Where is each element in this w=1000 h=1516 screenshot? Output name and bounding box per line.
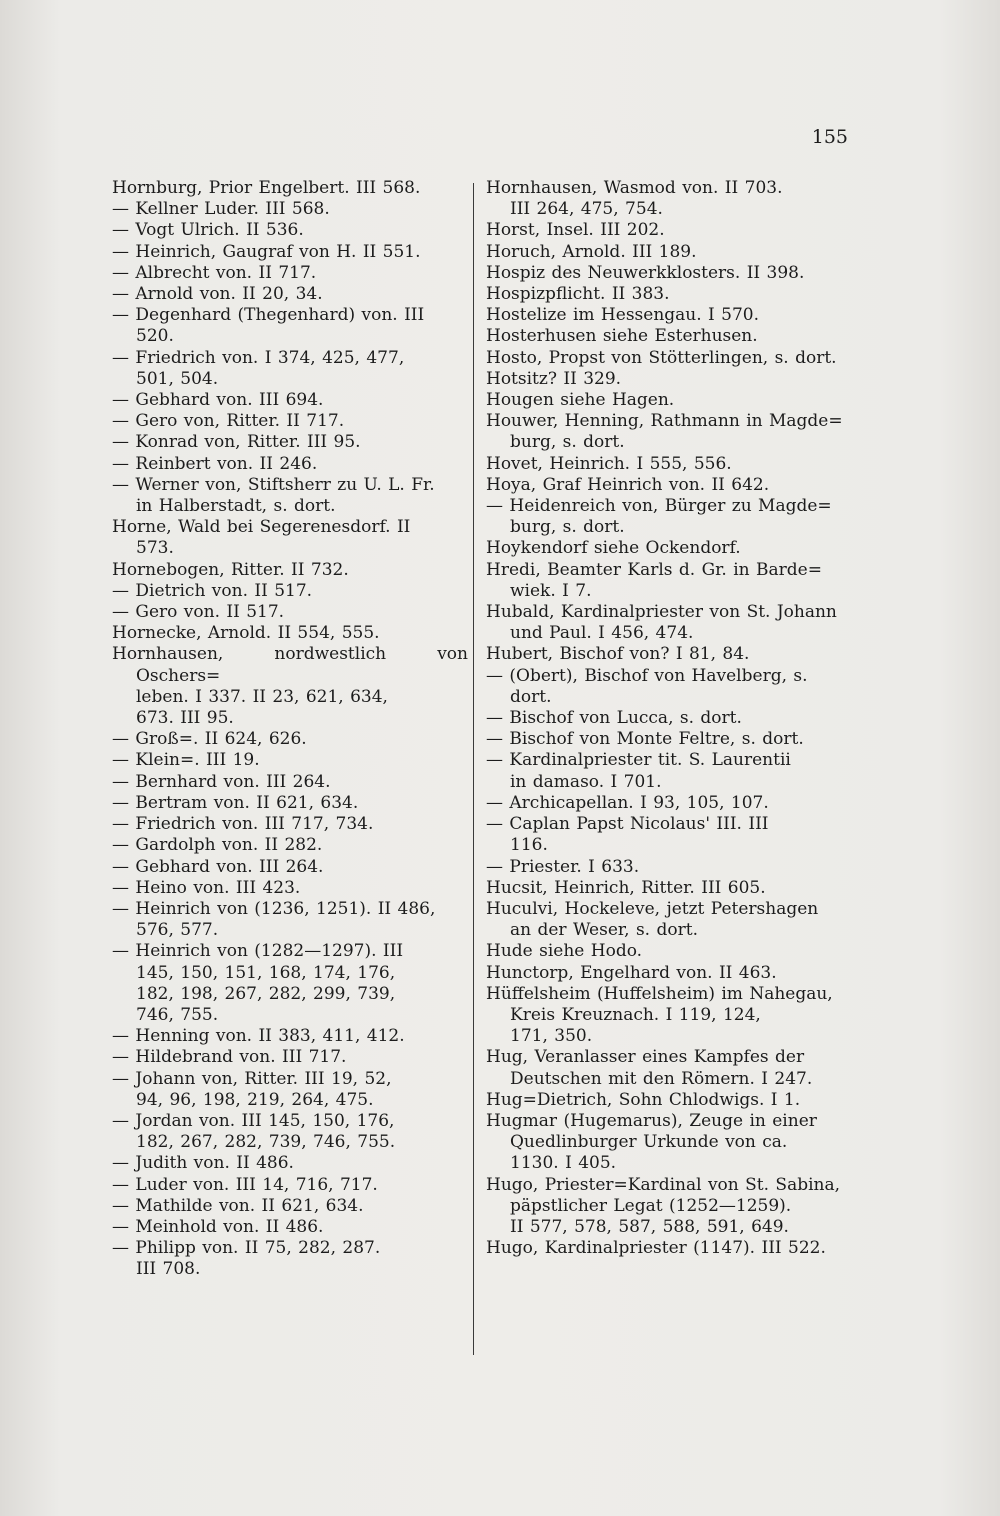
index-entry: — Caplan Papst Nicolaus' III. III 116.: [486, 814, 769, 856]
index-entry: — Albrecht von. II 717.: [112, 262, 317, 283]
index-entry: Hunctorp, Engelhard von. II 463.: [486, 962, 777, 983]
index-entry: — Friedrich von. III 717, 734.: [112, 814, 374, 835]
index-entry: — Philipp von. II 75, 282, 287. III 708.: [112, 1238, 381, 1280]
index-entry: — Kardinalpriester tit. S. Laurentii in damaso. I 701.: [486, 750, 791, 792]
index-entry: — Arnold von. II 20, 34.: [112, 284, 323, 305]
index-entry: Hougen siehe Hagen.: [486, 390, 675, 411]
index-entry: Hospizpflicht. II 383.: [486, 284, 670, 305]
index-entry: Hugmar (Hugemarus), Zeuge in einer Quedlinburger Urkunde von ca. 1130. I 405.: [486, 1110, 817, 1174]
index-entry: — Henning von. II 383, 411, 412.: [112, 1026, 405, 1047]
index-entry: — Johann von, Ritter. III 19, 52, 94, 96, 198, 219, 264, 475.: [112, 1068, 392, 1110]
index-entry: Hosterhusen siehe Esterhusen.: [486, 326, 758, 347]
index-entry: — Meinhold von. II 486.: [112, 1216, 324, 1237]
index-column-right: [486, 178, 846, 1259]
index-entry: — (Obert), Bischof von Havelberg, s. dort.: [486, 665, 808, 707]
index-entry: Hug=Dietrich, Sohn Chlodwigs. I 1.: [486, 1089, 801, 1110]
index-entry: — Dietrich von. II 517.: [112, 580, 313, 601]
index-entry: Hugo, Priester=Kardinal von St. Sabina, päpstlicher Legat (1252—1259). II 577, 578, 587, 588, 591, 649.: [486, 1174, 841, 1237]
index-entry: Hornburg, Prior Engelbert. III 568.: [112, 178, 421, 198]
index-entry: Hubert, Bischof von? I 81, 84.: [486, 644, 750, 665]
index-entry: — Bernhard von. III 264.: [112, 771, 331, 792]
index-entry: Horst, Insel. III 202.: [486, 220, 665, 241]
index-entry: Hornebogen, Ritter. II 732.: [112, 559, 349, 580]
index-entry: — Werner von, Stiftsherr zu U. L. Fr. in Halberstadt, s. dort.: [112, 474, 435, 517]
index-entry: — Groß=. II 624, 626.: [112, 729, 307, 750]
index-entry: Hude siehe Hodo.: [486, 941, 643, 962]
index-entry: Hostelize im Hessengau. I 570.: [486, 305, 760, 326]
index-entry: Hosto, Propst von Stötterlingen, s. dort.: [486, 347, 837, 368]
index-entry: Huculvi, Hockeleve, jetzt Petershagen an der Weser, s. dort.: [486, 898, 819, 941]
index-entry: — Konrad von, Ritter. III 95.: [112, 432, 361, 453]
index-entry: Horne, Wald bei Segerenesdorf. II 573.: [112, 517, 411, 559]
index-entry: Hucsit, Heinrich, Ritter. III 605.: [486, 877, 766, 898]
index-entry: Hubald, Kardinalpriester von St. Johann und Paul. I 456, 474.: [486, 602, 837, 644]
index-entry: — Bertram von. II 621, 634.: [112, 792, 359, 813]
index-entry: — Hildebrand von. III 717.: [112, 1047, 347, 1068]
index-entry: Hüffelsheim (Huffelsheim) im Nahegau, Kreis Kreuznach. I 119, 124, 171, 350.: [486, 983, 833, 1047]
index-entry: Horuch, Arnold. III 189.: [486, 241, 697, 262]
index-entry: Hornecke, Arnold. II 554, 555.: [112, 623, 380, 644]
index-entry: — Reinbert von. II 246.: [112, 453, 318, 474]
index-entry: — Judith von. II 486.: [112, 1153, 294, 1174]
index-entry: — Gero von, Ritter. II 717.: [112, 411, 345, 432]
index-entry: Hug, Veranlasser eines Kampfes der Deutschen mit den Römern. I 247.: [486, 1047, 813, 1089]
index-entry: — Mathilde von. II 621, 634.: [112, 1195, 364, 1216]
index-entry: — Kellner Luder. III 568.: [112, 199, 330, 220]
index-entry: — Gero von. II 517.: [112, 602, 285, 623]
index-entry: Hovet, Heinrich. I 555, 556.: [486, 453, 732, 474]
index-entry: — Vogt Ulrich. II 536.: [112, 220, 304, 241]
index-entry: — Archicapellan. I 93, 105, 107.: [486, 792, 769, 813]
index-entry: Hugo, Kardinalpriester (1147). III 522.: [486, 1238, 826, 1259]
index-column-left: [112, 178, 468, 1281]
index-entry: — Luder von. III 14, 716, 717.: [112, 1174, 378, 1195]
index-entry: Hotsitz? II 329.: [486, 368, 622, 389]
index-entry: Hoya, Graf Heinrich von. II 642.: [486, 474, 770, 495]
index-entry: — Jordan von. III 145, 150, 176, 182, 267, 282, 739, 746, 755.: [112, 1110, 396, 1153]
index-entry: Hornhausen, nordwestlich von Oschers= leben. I 337. II 23, 621, 634, 673. III 95.: [112, 644, 468, 729]
index-entry: Hoykendorf siehe Ockendorf.: [486, 538, 741, 559]
index-entry: — Bischof von Lucca, s. dort.: [486, 708, 742, 729]
column-divider: [473, 183, 474, 1355]
index-entry: — Degenhard (Thegenhard) von. III 520.: [112, 305, 425, 347]
index-entry: — Friedrich von. I 374, 425, 477, 501, 504.: [112, 347, 405, 389]
index-entry: — Klein=. III 19.: [112, 750, 260, 771]
page-number: 155: [811, 126, 848, 148]
index-entry: — Gebhard von. III 694.: [112, 390, 324, 411]
index-entry: — Heinrich, Gaugraf von H. II 551.: [112, 241, 421, 262]
index-entry: — Heinrich von (1282—1297). III 145, 150, 151, 168, 174, 176, 182, 198, 267, 282, 299, 739, 746, 755.: [112, 941, 404, 1025]
index-entry: — Heinrich von (1236, 1251). II 486, 576, 577.: [112, 898, 436, 941]
index-entry: — Heino von. III 423.: [112, 877, 301, 898]
index-entry: — Priester. I 633.: [486, 856, 640, 877]
index-entry: Hredi, Beamter Karls d. Gr. in Barde= wiek. I 7.: [486, 559, 822, 601]
index-entry: — Heidenreich von, Bürger zu Magde= burg, s. dort.: [486, 496, 832, 538]
index-entry: — Gebhard von. III 264.: [112, 856, 324, 877]
index-entry: — Gardolph von. II 282.: [112, 835, 323, 856]
index-entry: Hospiz des Neuwerkklosters. II 398.: [486, 262, 805, 283]
index-entry: Houwer, Henning, Rathmann in Magde= burg, s. dort.: [486, 411, 843, 453]
index-entry: Hornhausen, Wasmod von. II 703. III 264, 475, 754.: [486, 178, 783, 220]
index-entry: — Bischof von Monte Feltre, s. dort.: [486, 729, 804, 750]
